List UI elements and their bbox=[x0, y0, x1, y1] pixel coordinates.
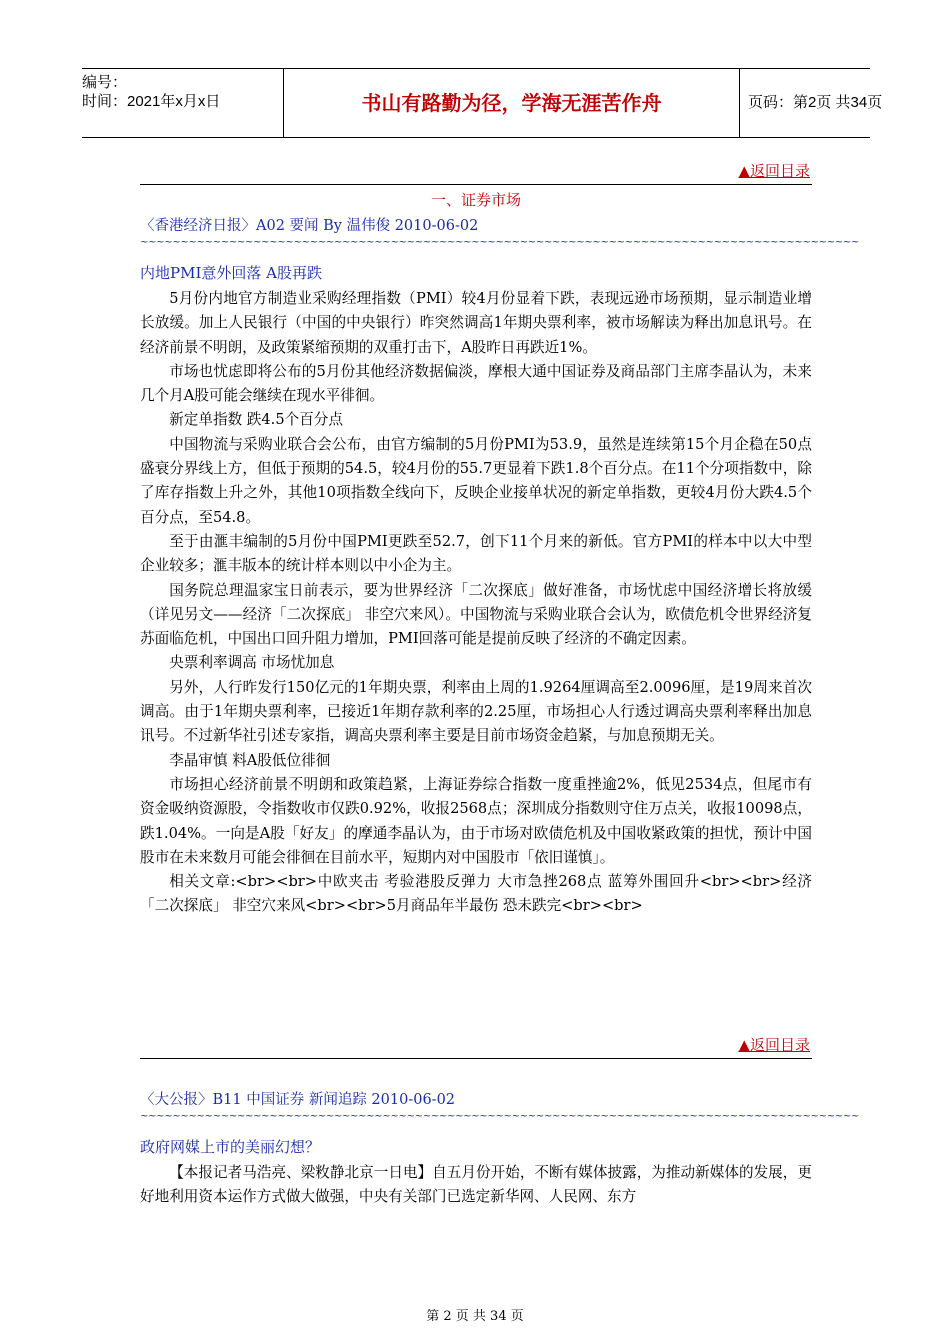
back-to-toc-link[interactable]: ▲返回目录 bbox=[738, 1036, 810, 1054]
paragraph: 5月份内地官方制造业采购经理指数（PMI）较4月份显着下跌，表现远逊市场预期，显示制造业增长放缓。加上人民银行（中国的中央银行）昨突然调高1年期央票利率，被市场解读为释出加息讯号。在经济前景不明朗，及政策紧缩预期的双重打击下，A股昨日再跌近1%。 bbox=[140, 290, 812, 356]
paragraph: 市场也忧虑即将公布的5月份其他经济数据偏淡，摩根大通中国证券及商品部门主席李晶认为，未来几个月A股可能会继续在现水平徘徊。 bbox=[140, 362, 812, 405]
article-body bbox=[140, 287, 812, 919]
paragraph: 【本报记者马浩亮、梁敉静北京一日电】自五月份开始，不断有媒体披露，为推动新媒体的发展，更好地利用资本运作方式做大做强，中央有关部门已选定新华网、人民网、东方 bbox=[140, 1164, 812, 1206]
source-divider: ~~~~~~~~~~~~~~~~~~~~~~~~~~~~~~~~~~~~~~~~~~~~~~~~~~~~~~~~~~~~~~~~~~~~~~~~~~~~~~~~~~~~~~~~~ bbox=[140, 1111, 860, 1122]
section-title: 一、证券市场 bbox=[430, 191, 521, 209]
paragraph: 另外，人行昨发行150亿元的1年期央票，利率由上周的1.9264厘调高至2.0096厘，是19周来首次调高。由于1年期央票利率，已接近1年期存款利率的2.25厘，市场担心人行透过调高央票利率释出加息讯号。不过新华社引述专家指，调高央票利率主要是目前市场资金趋紧，与加息预期无关。 bbox=[140, 678, 812, 745]
time-label: 时间：2021年x月x日 bbox=[82, 93, 221, 110]
divider-rule bbox=[140, 1058, 812, 1059]
paragraph: 国务院总理温家宝日前表示，要为世界经济「二次探底」做好准备，市场忧虑中国经济增长将放缓（详见另文——经济「二次探底」 非空穴来风）。中国物流与采购业联合会认为，欧债危机令世界经济复苏面临危机，中国出口回升阻力增加，PMI回落可能是提前反映了经济的不确定因素。 bbox=[140, 581, 812, 648]
header-motto: 书山有路勤为径，学海无涯苦作舟 bbox=[283, 69, 740, 137]
paragraph: 中国物流与采购业联合会公布，由官方编制的5月份PMI为53.9，虽然是连续第15个月企稳在50点盛衰分界线上方，但低于预期的54.5，较4月份的55.7更显着下跌1.8个百分点。在11个分项指数中，除了库存指数上升之外，其他10项指数全线向下，反映企业接单状况的新定单指数，更较4月份大跌4.5个百分点，至54.8。 bbox=[140, 435, 812, 526]
article-source: 〈香港经济日报〉A02 要闻 By 温伟俊 2010-06-02 bbox=[140, 218, 479, 234]
article-title[interactable]: 内地PMI意外回落 A股再跌 bbox=[140, 264, 322, 282]
related-articles: 相关文章:<br><br>中欧夹击 考验港股反弹力 大市急挫268点 蓝筹外围回升<br><br>经济「二次探底」 非空穴来风<br><br>5月商品年半最伤 恐未跌完<br><br> bbox=[140, 873, 812, 915]
number-label: 编号： bbox=[82, 74, 128, 91]
subheading: 央票利率调高 市场忧加息 bbox=[169, 654, 335, 672]
article-body bbox=[140, 1161, 812, 1210]
paragraph: 至于由滙丰编制的5月份中国PMI更跌至52.7，创下11个月来的新低。官方PMI的样本中以大中型企业较多；滙丰版本的统计样本则以中小企为主。 bbox=[140, 532, 812, 575]
subheading: 新定单指数 跌4.5个百分点 bbox=[169, 411, 343, 429]
divider-rule bbox=[140, 184, 812, 185]
page-header bbox=[82, 68, 883, 138]
header-page-info: 页码：第2页 共34页 bbox=[748, 94, 883, 111]
paragraph: 市场担心经济前景不明朗和政策趋紧，上海证券综合指数一度重挫逾2%，低见2534点，但尾市有资金吸纳资源股，令指数收市仅跌0.92%，收报2568点；深圳成分指数则守住万点关，收报10098点，跌1.04%。一向是A股「好友」的摩通李晶认为，由于市场对欧债危机及中国收紧政策的担忧，预计中国股市在未来数月可能会徘徊在目前水平，短期内对中国股市「依旧谨慎」。 bbox=[140, 775, 812, 866]
article-title[interactable]: 政府网媒上市的美丽幻想？ bbox=[140, 1138, 321, 1156]
article-source: 〈大公报〉B11 中国证券 新闻追踪 2010-06-02 bbox=[140, 1092, 456, 1108]
header-meta bbox=[82, 69, 282, 137]
source-divider: ~~~~~~~~~~~~~~~~~~~~~~~~~~~~~~~~~~~~~~~~~~~~~~~~~~~~~~~~~~~~~~~~~~~~~~~~~~~~~~~~~~~~~~~~~ bbox=[140, 237, 860, 248]
subheading: 李晶审慎 料A股低位徘徊 bbox=[169, 751, 331, 769]
back-to-toc-link[interactable]: ▲返回目录 bbox=[738, 162, 810, 180]
page-footer: 第 2 页 共 34 页 bbox=[426, 1309, 524, 1324]
